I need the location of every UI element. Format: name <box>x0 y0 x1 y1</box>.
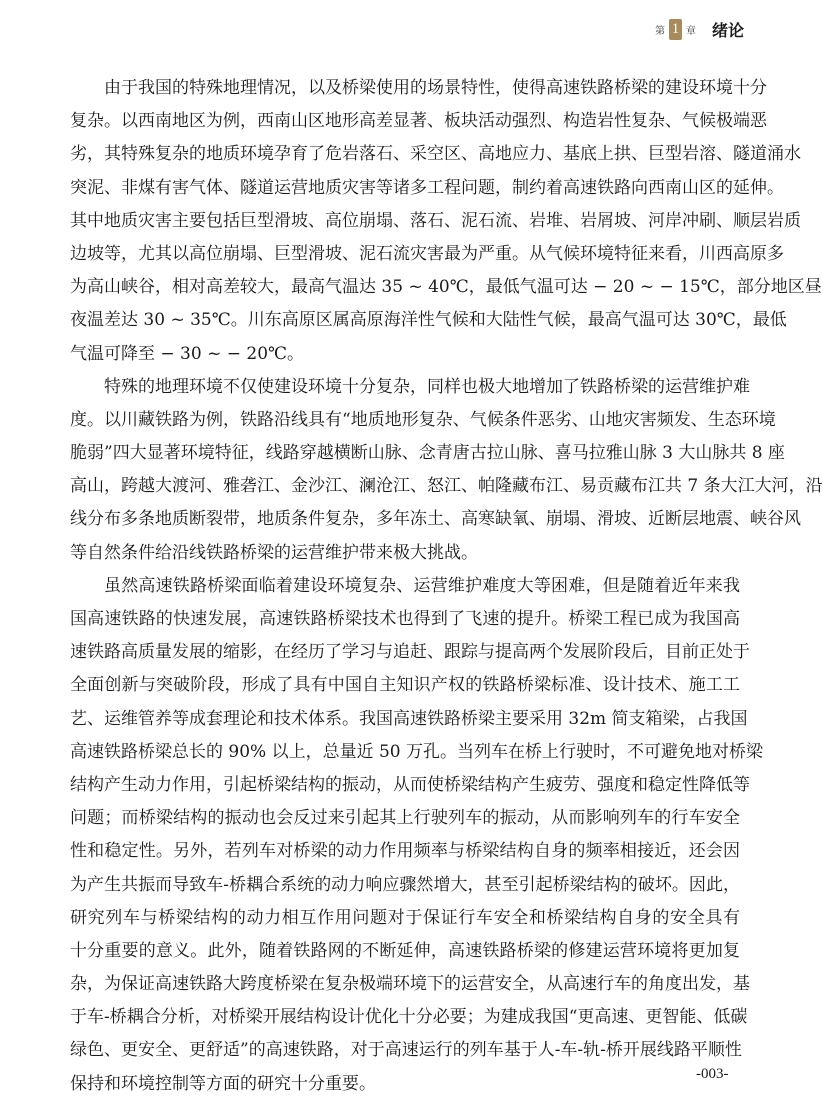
text-line: 问题；而桥梁结构的振动也会反过来引起其上行驶列车的振动，从而影响列车的行车安全 <box>70 808 740 829</box>
text-line: 夜温差达 30 ~ 35℃。川东高原区属高原海洋性气候和大陆性气候，最高气温可达 30℃，最低 <box>70 310 787 331</box>
text-line: 由于我国的特殊地理情况，以及桥梁使用的场景特性，使得高速铁路桥梁的建设环境十分 <box>104 78 767 98</box>
body-text <box>70 72 823 1101</box>
page-number: -003- <box>696 1066 729 1082</box>
text-line: 十分重要的意义。此外，随着铁路网的不断延伸，高速铁路桥梁的修建运营环境将更加复 <box>70 940 740 961</box>
text-line: 边坡等，尤其以高位崩塌、巨型滑坡、泥石流灾害最为严重。从气候环境特征来看，川西高原多 <box>70 243 784 264</box>
text-line: 为高山峡谷，相对高差较大，最高气温达 35 ~ 40℃，最低气温可达 − 20 ~ − 15℃，部分地区昼 <box>70 277 822 298</box>
text-line: 高山，跨越大渡河、雅砻江、金沙江、澜沧江、怒江、帕隆藏布江、易贡藏布江共 7 条大江大河，沿 <box>70 476 823 497</box>
text-line: 虽然高速铁路桥梁面临着建设环境复杂、运营维护难度大等困难，但是随着近年来我 <box>104 575 740 596</box>
text-line: 研究列车与桥梁结构的动力相互作用问题对于保证行车安全和桥梁结构自身的安全具有 <box>70 907 740 928</box>
paragraph <box>70 570 764 1101</box>
text-line: 绿色、更安全、更舒适”的高速铁路，对于高速运行的列车基于人-车-轨-桥开展线路平顺性 <box>70 1040 742 1061</box>
text-line: 线分布多条地质断裂带，地质条件复杂，多年冻土、高寒缺氧、崩塌、滑坡、近断层地震、峡谷风 <box>70 509 801 530</box>
text-line: 速铁路高质量发展的缩影，在经历了学习与追赶、跟踪与提高两个发展阶段后，目前正处于 <box>70 642 750 663</box>
text-line: 气温可降至 − 30 ~ − 20℃。 <box>70 343 305 364</box>
text-line: 杂，为保证高速铁路大跨度桥梁在复杂极端环境下的运营安全，从高速行车的角度出发，基 <box>70 974 750 995</box>
text-line: 复杂。以西南地区为例，西南山区地形高差显著、板块活动强烈、构造岩性复杂、气候极端恶 <box>70 111 767 132</box>
paragraph <box>70 72 822 371</box>
paragraph <box>70 371 823 570</box>
text-line: 全面创新与突破阶段，形成了具有中国自主知识产权的铁路桥梁标准、设计技术、施工工 <box>70 675 740 696</box>
text-line: 于车-桥耦合分析，对桥梁开展结构设计优化十分必要；为建成我国“更高速、更智能、低碳 <box>70 1007 748 1028</box>
text-line: 度。以川藏铁路为例，铁路沿线具有“地质地形复杂、气候条件恶劣、山地灾害频发、生态环境 <box>70 409 776 430</box>
text-line: 突泥、非煤有害气体、隧道运营地质灾害等诸多工程问题，制约着高速铁路向西南山区的延伸。 <box>70 177 784 198</box>
chapter-prefix: 第 <box>654 26 665 37</box>
text-line: 脆弱”四大显著环境特征，线路穿越横断山脉、念青唐古拉山脉、喜马拉雅山脉 3 大山脉共 8 座 <box>70 443 785 464</box>
text-line: 性和稳定性。另外，若列车对桥梁的动力作用频率与桥梁结构自身的频率相接近，还会因 <box>70 841 740 862</box>
chapter-number-badge: 1 <box>669 19 682 40</box>
text-line: 等自然条件给沿线铁路桥梁的运营维护带来极大挑战。 <box>70 542 478 563</box>
chapter-suffix: 章 <box>685 26 696 37</box>
text-line: 结构产生动力作用，引起桥梁结构的振动，从而使桥梁结构产生疲劳、强度和稳定性降低等 <box>70 774 750 795</box>
running-header <box>655 18 744 41</box>
chapter-title: 绪论 <box>711 21 744 40</box>
text-line: 国高速铁路的快速发展，高速铁路桥梁技术也得到了飞速的提升。桥梁工程已成为我国高 <box>70 609 740 629</box>
text-line: 其中地质灾害主要包括巨型滑坡、高位崩塌、落石、泥石流、岩堆、岩屑坡、河岸冲刷、顺层岩质 <box>70 210 801 231</box>
text-line: 保持和环境控制等方面的研究十分重要。 <box>70 1073 376 1094</box>
text-line: 艺、运维管养等成套理论和技术体系。我国高速铁路桥梁主要采用 32m 简支箱梁，占我国 <box>70 708 748 729</box>
text-line: 特殊的地理环境不仅使建设环境十分复杂，同样也极大地增加了铁路桥梁的运营维护难 <box>104 376 750 397</box>
text-line: 高速铁路桥梁总长的 90% 以上，总量近 50 万孔。当列车在桥上行驶时，不可避免地对桥梁 <box>70 741 764 762</box>
text-line: 为产生共振而导致车-桥耦合系统的动力响应骤然增大，甚至引起桥梁结构的破坏。因此， <box>70 874 740 895</box>
text-line: 劣，其特殊复杂的地质环境孕育了危岩落石、采空区、高地应力、基底上拱、巨型岩溶、隧道涌水 <box>70 144 801 165</box>
